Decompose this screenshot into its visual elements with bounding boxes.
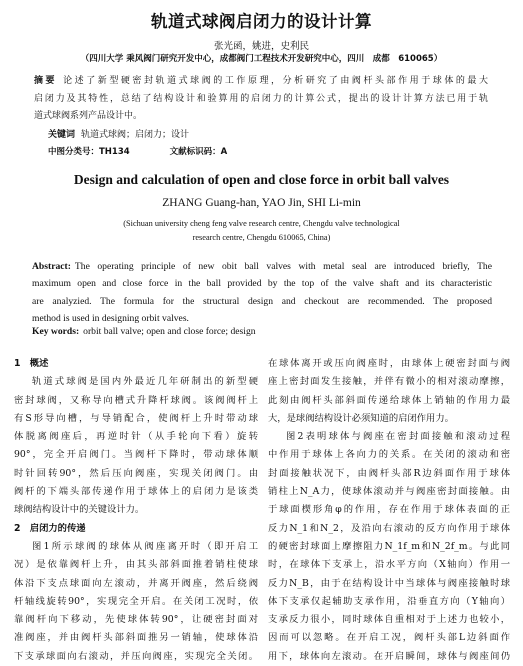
- text-line: 准阀座，并由阀杆头部斜面推另一销轴，使球体沿: [14, 632, 258, 644]
- text-line: 轨道式球阀是国内外最近几年研制出的新型硬: [32, 376, 258, 388]
- text-line: 况）是依靠阀杆上升，由其头部斜面推着销柱使球: [14, 559, 258, 571]
- text-line: 因而可以忽略。在开启工况，阀杆头部L边斜面作: [268, 632, 510, 644]
- paper-title-en: Design and calculation of open and close force in orbit ball valves: [73, 172, 450, 187]
- abstract-cn: [34, 73, 488, 126]
- text-line: 中作用于球体上各向力的关系。在关闭的滚动和密: [268, 449, 510, 461]
- text-line: 的硬密封球面上摩擦阻力N_1f_m和N_2f_m。与此同: [268, 540, 510, 552]
- text-line: 图2表明球体与阀座在密封面接触和滚动过程: [286, 431, 510, 443]
- text-line: 体沿下支点球面向左滚动，并离开阀座，然后绕阀: [14, 577, 258, 589]
- paragraph-overview: [14, 373, 258, 519]
- text-line: 座上密封面发生接触，并伴有微小的相对滚动摩擦，: [268, 376, 510, 388]
- keywords-en: [32, 326, 256, 337]
- text-line: 球阀结构设计中的关键设计力。: [14, 504, 145, 516]
- keywords-cn-label: 关键词: [48, 130, 76, 140]
- abstract-en-line: method is used in designing orbit valves.: [32, 313, 189, 325]
- text-line: 销柱上N_A力，使球体滚动并与阀座密封面接触。由: [268, 486, 510, 498]
- classification-line: [48, 145, 267, 157]
- text-line: 时，在球体下支承上，沿水平方向（X轴向）作用一: [268, 559, 510, 571]
- paragraph-force-transfer: [14, 538, 258, 666]
- text-line: 90°，完全开启阀门。当阀杆下降时，带动球体顺: [14, 449, 258, 461]
- abstract-en-line: maximum open and close force in the ball provided by the top of the valve shaft and its characteristic: [32, 278, 492, 290]
- body-right-column: [268, 355, 510, 666]
- abstract-cn-line: 启闭力及其特性，总结了结构设计和验算用的启闭力的计算公式，提出的设计计算方法已用于轨: [34, 93, 488, 104]
- abstract-en-line: Abstract: The operating principle of new obit ball valves with metal seal are introduced briefly, The: [32, 261, 492, 272]
- abstract-en-line: are analyzied. The formula for the structural design and checkout are recommended. The proposed: [32, 295, 492, 307]
- authors-en: ZHANG Guang-han, YAO Jin, SHI Li-min: [162, 197, 361, 209]
- text-line: 于球面楔形角φ的作用，存在作用于球体表面的正: [268, 504, 510, 516]
- affiliation-cn: （四川大学 乘风阀门研究开发中心，成都阀门工程技术开发研究中心，四川 成都 610065）: [80, 54, 443, 64]
- paragraph-contact-force: [268, 355, 510, 428]
- abstract-cn-line: 摘要 论述了新型硬密封轨道式球阀的工作原理，分析研究了由阀杆头部作用于球体的最大: [34, 76, 488, 86]
- text-line: 此刻由阀杆头部斜面传递给球体上销轴的作用力最: [268, 394, 510, 406]
- doc-code: 文献标识码：A: [169, 147, 228, 157]
- text-line: 支承反力很小，同时球体自重相对于上述力也较小，: [268, 614, 510, 626]
- text-line: 反力N_B，由于在结构设计中当球体与阀座接触时球: [268, 577, 510, 589]
- text-line: 反力N_1和N_2，及沿向右滚动的反方向作用于球体: [268, 522, 510, 534]
- paragraph-figure2: [268, 428, 510, 666]
- abstract-en-label: Abstract:: [32, 261, 71, 272]
- abstract-en: [32, 258, 492, 328]
- abstract-cn-line: 道式球阀系列产品设计中。: [34, 111, 143, 121]
- text-line: 靠阀杆向下移动，先使球体转90°，让硬密封面对: [14, 614, 258, 626]
- keywords-en-text: orbit ball valve; open and close force; design: [83, 326, 256, 337]
- text-line: 大，是球阀结构设计必须知道的启闭作用力。: [268, 412, 454, 424]
- text-line: 封面接触状况下，由阀杆头部R边斜面作用于球体: [268, 467, 510, 479]
- text-line: 体下支承仅起辅助支承作用，沿垂直方向（Y轴向）: [268, 595, 510, 607]
- authors-cn: 张光函，姚进，史利民: [213, 41, 309, 52]
- body-left-column: [14, 355, 258, 666]
- keywords-en-label: Key words:: [32, 326, 80, 337]
- text-line: 图1所示球阀的球体从阀座离开时（即开启工: [32, 540, 258, 552]
- text-line: 在球体离开或压向阀座时，由球体上硬密封面与阀: [268, 358, 510, 369]
- affiliation-en-line1: (Sichuan university cheng feng valve research centre, Chengdu valve technological: [123, 219, 400, 228]
- section-heading-2: 2 启闭力的传递: [14, 522, 86, 534]
- abstract-cn-label: 摘要: [34, 76, 58, 86]
- keywords-cn-text: 轨道式球阀；启闭力；设计: [81, 130, 190, 140]
- clc-number: 中图分类号：TH134: [48, 147, 130, 157]
- text-line: 杆轴线旋转90°，实现完全开启。在关闭工况时，依: [14, 595, 258, 607]
- text-line: 阀杆的下端头部传递作用于球体上的启闭力是该类: [14, 486, 258, 498]
- text-line: 下支承球面向右滚动，并压向阀座，实现完全关闭。: [14, 650, 258, 662]
- paper-title-cn: 轨道式球阀启闭力的设计计算: [151, 12, 372, 31]
- text-line: 有S形导向槽，与导销配合，使阀杆上升时带动球: [14, 412, 258, 424]
- affiliation-en-line2: research centre, Chengdu 610065, China): [192, 233, 331, 242]
- text-line: 密封球阀，又称导向槽式升降杆球阀。该阀阀杆上: [14, 394, 258, 406]
- text-line: 时针回转90°，然后压向阀座，实现关闭阀门。由: [14, 467, 258, 479]
- text-line: 体脱离阀座后，再逆时针（从手轮向下看）旋转: [14, 431, 258, 443]
- text-line: 用下，球体向左滚动。在开启瞬间，球体与阀座间仍: [268, 650, 510, 662]
- keywords-cn: [48, 127, 189, 140]
- section-heading-1: 1 概述: [14, 358, 49, 369]
